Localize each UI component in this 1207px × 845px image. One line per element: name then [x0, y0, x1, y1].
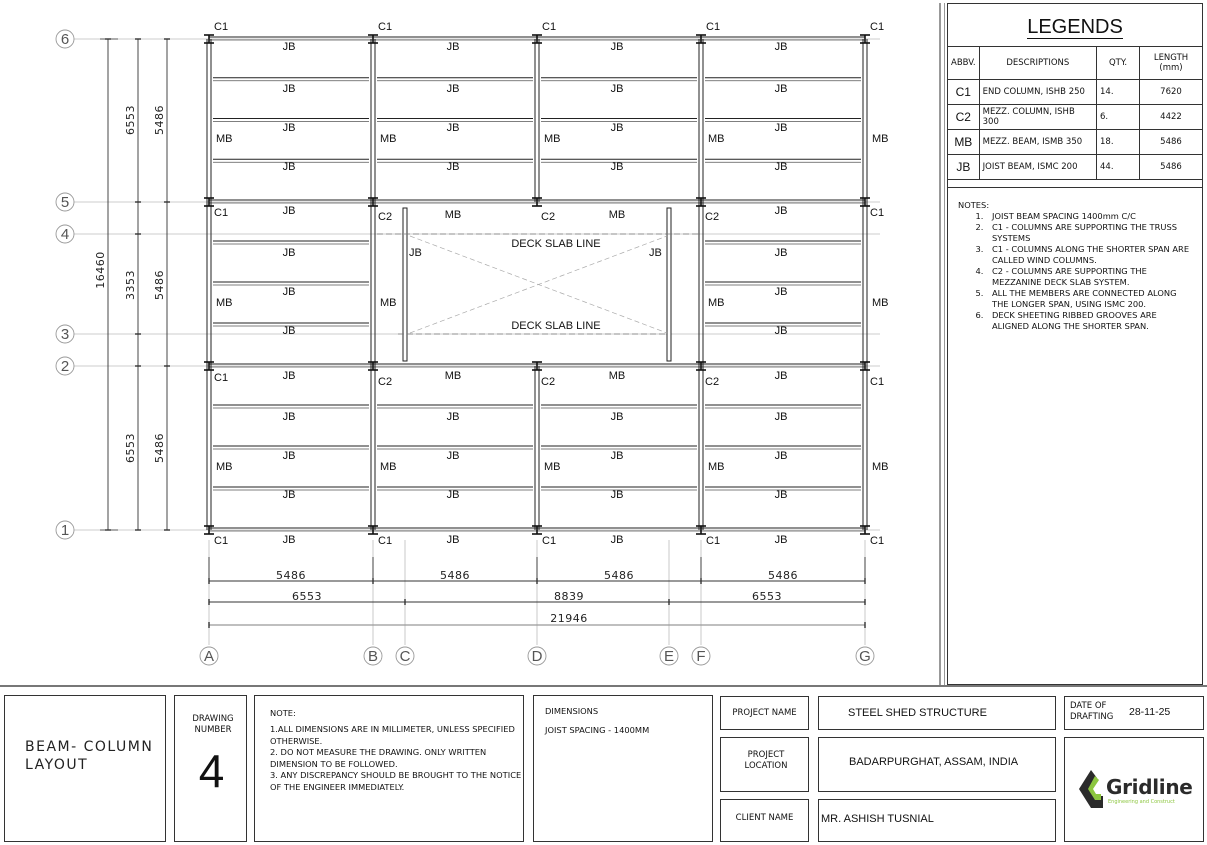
svg-text:JB: JB [774, 205, 788, 217]
svg-text:JB: JB [282, 450, 296, 462]
legend-abbv: JB [948, 155, 979, 180]
svg-text:JB: JB [282, 534, 296, 546]
client-name-label: CLIENT NAME [735, 813, 794, 823]
note-line: 3. ANY DISCREPANCY SHOULD BE BROUGHT TO THE NOTICE OF THE ENGINEER IMMEDIATELY. [270, 770, 522, 792]
svg-text:MB: MB [216, 133, 233, 145]
svg-text:6553: 6553 [124, 433, 137, 463]
legend-description: MEZZ. BEAM, ISMB 350 [979, 130, 1096, 155]
svg-text:4: 4 [60, 226, 70, 243]
note-item: 1. JOIST BEAM SPACING 1400mm C/C [986, 211, 1192, 222]
date-box [1064, 696, 1204, 730]
svg-text:C1: C1 [870, 376, 885, 388]
notes-section [948, 187, 1202, 332]
dimensions-text: JOIST SPACING - 1400MM [545, 725, 650, 735]
svg-text:JB: JB [774, 161, 788, 173]
legend-length: 7620 [1140, 80, 1203, 105]
note-title: NOTE: [270, 708, 296, 718]
logo-tagline: Engineering and Construct [1108, 799, 1175, 805]
svg-text:MB: MB [444, 209, 462, 221]
legend-row [948, 155, 1202, 180]
client-name-label-box [720, 799, 809, 842]
svg-text:JB: JB [282, 122, 296, 134]
svg-text:MB: MB [216, 461, 233, 473]
svg-text:3353: 3353 [124, 270, 137, 300]
svg-text:G: G [859, 648, 871, 665]
legend-qty: 6. [1097, 105, 1140, 130]
svg-text:C1: C1 [706, 535, 721, 547]
legend-row [948, 130, 1202, 155]
legend-description: JOIST BEAM, ISMC 200 [979, 155, 1096, 180]
svg-text:JB: JB [610, 534, 624, 546]
svg-text:6553: 6553 [292, 590, 322, 603]
project-name-label: PROJECT NAME [732, 708, 797, 718]
project-location-label: PROJECT LOCATION [744, 750, 788, 771]
svg-text:5486: 5486 [153, 433, 166, 463]
legend-qty: 14. [1097, 80, 1140, 105]
svg-text:JB: JB [774, 247, 788, 259]
svg-text:F: F [696, 648, 706, 665]
svg-text:C1: C1 [214, 535, 229, 547]
svg-text:3: 3 [60, 326, 70, 343]
svg-text:JB: JB [774, 534, 788, 546]
svg-text:6: 6 [60, 31, 70, 48]
svg-text:C1: C1 [378, 21, 393, 33]
svg-text:C1: C1 [542, 21, 557, 33]
legend-abbv: C2 [948, 105, 979, 130]
svg-text:JB: JB [446, 411, 460, 423]
svg-text:DECK SLAB LINE: DECK SLAB LINE [511, 320, 601, 332]
legend-length: 4422 [1140, 105, 1203, 130]
note-item: 6. DECK SHEETING RIBBED GROOVES ARE ALIGNED ALONG THE SHORTER SPAN. [986, 310, 1192, 332]
svg-text:MB: MB [380, 133, 397, 145]
svg-text:JB: JB [282, 325, 296, 337]
notes-title: NOTES: [958, 200, 990, 210]
svg-text:C2: C2 [378, 211, 393, 223]
svg-text:C1: C1 [542, 535, 557, 547]
svg-text:MB: MB [380, 297, 397, 309]
svg-text:JB: JB [282, 411, 296, 423]
svg-text:JB: JB [649, 247, 662, 259]
svg-text:5486: 5486 [440, 569, 470, 582]
svg-text:MB: MB [872, 461, 889, 473]
svg-text:C1: C1 [378, 535, 393, 547]
svg-text:JB: JB [610, 450, 624, 462]
note-item: 2. C1 - COLUMNS ARE SUPPORTING THE TRUSS SYSTEMS [986, 222, 1192, 244]
svg-text:JB: JB [282, 41, 296, 53]
legend-length: 5486 [1140, 130, 1203, 155]
svg-text:JB: JB [446, 534, 460, 546]
svg-text:MB: MB [708, 297, 725, 309]
svg-text:C2: C2 [705, 211, 720, 223]
svg-text:D: D [531, 648, 543, 665]
svg-text:JB: JB [446, 41, 460, 53]
svg-text:DECK SLAB LINE: DECK SLAB LINE [511, 238, 601, 250]
svg-text:C1: C1 [214, 207, 229, 219]
svg-text:JB: JB [610, 83, 624, 95]
svg-text:JB: JB [409, 247, 422, 259]
drawing-title-box [4, 695, 166, 842]
svg-text:JB: JB [774, 122, 788, 134]
svg-text:JB: JB [282, 247, 296, 259]
svg-text:5486: 5486 [768, 569, 798, 582]
svg-text:C2: C2 [541, 211, 556, 223]
structural-members [204, 35, 870, 534]
legend-row [948, 105, 1202, 130]
date-value: 28-11-25 [1129, 706, 1171, 718]
header-descriptions: DESCRIPTIONS [979, 47, 1096, 80]
svg-text:JB: JB [282, 83, 296, 95]
note-item: 5. ALL THE MEMBERS ARE CONNECTED ALONG THE LONGER SPAN, USING ISMC 200. [986, 288, 1192, 310]
project-name-box [818, 696, 1056, 730]
svg-text:16460: 16460 [94, 251, 107, 289]
drawing-number-box [174, 695, 247, 842]
legend-description: END COLUMN, ISHB 250 [979, 80, 1096, 105]
svg-text:JB: JB [774, 411, 788, 423]
logo-name: Gridline [1106, 775, 1193, 799]
note-item: 3. C1 - COLUMNS ALONG THE SHORTER SPAN ARE CALLED WIND COLUMNS. [986, 244, 1192, 266]
svg-text:C2: C2 [541, 376, 556, 388]
legend-qty: 18. [1097, 130, 1140, 155]
svg-text:21946: 21946 [550, 612, 588, 625]
legend-abbv: C1 [948, 80, 979, 105]
svg-text:MB: MB [708, 461, 725, 473]
header-qty: QTY. [1097, 47, 1140, 80]
svg-text:JB: JB [446, 489, 460, 501]
drawing-title: BEAM- COLUMN LAYOUT [25, 739, 154, 773]
client-name: MR. ASHISH TUSNIAL [821, 813, 934, 825]
grid-lines [73, 39, 880, 645]
legends-title: LEGENDS [1027, 16, 1123, 38]
svg-text:C1: C1 [214, 21, 229, 33]
notes-list [958, 211, 1192, 332]
svg-text:5: 5 [60, 194, 70, 211]
svg-text:5486: 5486 [153, 270, 166, 300]
dimensions-title: DIMENSIONS [545, 706, 599, 716]
legend-length: 5486 [1140, 155, 1203, 180]
header-length: LENGTH (mm) [1140, 47, 1203, 80]
svg-text:C1: C1 [870, 535, 885, 547]
note-text [270, 724, 522, 793]
svg-text:MB: MB [444, 370, 462, 382]
svg-text:C: C [399, 648, 411, 665]
dimensions-box [533, 695, 713, 842]
drawing-number-label: DRAWING NUMBER [192, 714, 234, 735]
svg-text:6553: 6553 [124, 105, 137, 135]
svg-text:JB: JB [774, 83, 788, 95]
dimension-text [94, 105, 798, 625]
svg-text:JB: JB [446, 450, 460, 462]
svg-text:JB: JB [610, 411, 624, 423]
svg-text:5486: 5486 [276, 569, 306, 582]
member-labels [214, 21, 889, 547]
svg-text:8839: 8839 [554, 590, 584, 603]
legend-qty: 44. [1097, 155, 1140, 180]
note-item: 4. C2 - COLUMNS ARE SUPPORTING THE MEZZANINE DECK SLAB SYSTEM. [986, 266, 1192, 288]
drawing-number: 4 [198, 745, 225, 797]
svg-text:MB: MB [708, 133, 725, 145]
legend-description: MEZZ. COLUMN, ISHB 300 [979, 105, 1096, 130]
legends-panel [947, 3, 1203, 685]
svg-text:JB: JB [446, 83, 460, 95]
svg-text:JB: JB [774, 286, 788, 298]
project-location-box [818, 737, 1056, 792]
note-line: 2. DO NOT MEASURE THE DRAWING. ONLY WRITTEN DIMENSION TO BE FOLLOWED. [270, 747, 487, 769]
project-location-label-box [720, 737, 809, 792]
project-location: BADARPURGHAT, ASSAM, INDIA [849, 756, 1019, 768]
svg-text:MB: MB [380, 461, 397, 473]
svg-text:JB: JB [774, 489, 788, 501]
svg-text:JB: JB [282, 286, 296, 298]
svg-text:A: A [203, 648, 215, 665]
svg-text:C1: C1 [870, 207, 885, 219]
svg-text:JB: JB [610, 122, 624, 134]
svg-text:C2: C2 [378, 376, 393, 388]
svg-text:C2: C2 [705, 376, 720, 388]
svg-text:JB: JB [774, 450, 788, 462]
gridline-logo-icon [1077, 770, 1103, 808]
svg-text:MB: MB [608, 370, 626, 382]
svg-text:JB: JB [282, 489, 296, 501]
svg-text:JB: JB [282, 161, 296, 173]
svg-text:JB: JB [774, 41, 788, 53]
svg-text:5486: 5486 [153, 105, 166, 135]
svg-text:JB: JB [282, 205, 296, 217]
svg-text:MB: MB [872, 133, 889, 145]
header-abbv: ABBV. [948, 47, 979, 80]
svg-text:6553: 6553 [752, 590, 782, 603]
note-line: 1.ALL DIMENSIONS ARE IN MILLIMETER, UNLESS SPECIFIED OTHERWISE. [270, 724, 515, 746]
title-block-divider [0, 685, 1207, 687]
date-label: DATE OF DRAFTING [1070, 701, 1114, 722]
svg-text:2: 2 [60, 358, 70, 375]
project-name-label-box [720, 696, 809, 730]
svg-text:JB: JB [610, 161, 624, 173]
svg-text:MB: MB [544, 461, 561, 473]
svg-text:C1: C1 [214, 372, 229, 384]
svg-text:JB: JB [282, 370, 296, 382]
svg-text:JB: JB [610, 41, 624, 53]
legends-table [948, 46, 1202, 180]
svg-text:JB: JB [446, 122, 460, 134]
svg-text:JB: JB [774, 370, 788, 382]
svg-text:JB: JB [446, 161, 460, 173]
svg-text:MB: MB [872, 297, 889, 309]
svg-text:5486: 5486 [604, 569, 634, 582]
logo-box [1064, 737, 1204, 842]
svg-text:C1: C1 [870, 21, 885, 33]
client-name-box [818, 799, 1056, 842]
legend-abbv: MB [948, 130, 979, 155]
svg-text:MB: MB [608, 209, 626, 221]
svg-text:MB: MB [544, 133, 561, 145]
legend-row [948, 80, 1202, 105]
general-note-box [254, 695, 524, 842]
svg-text:1: 1 [60, 522, 70, 539]
svg-text:MB: MB [216, 297, 233, 309]
svg-text:E: E [663, 648, 675, 665]
project-name: STEEL SHED STRUCTURE [848, 707, 987, 719]
svg-text:JB: JB [610, 489, 624, 501]
legends-header-row [948, 47, 1202, 80]
svg-text:B: B [367, 648, 379, 665]
svg-text:JB: JB [774, 325, 788, 337]
svg-text:C1: C1 [706, 21, 721, 33]
